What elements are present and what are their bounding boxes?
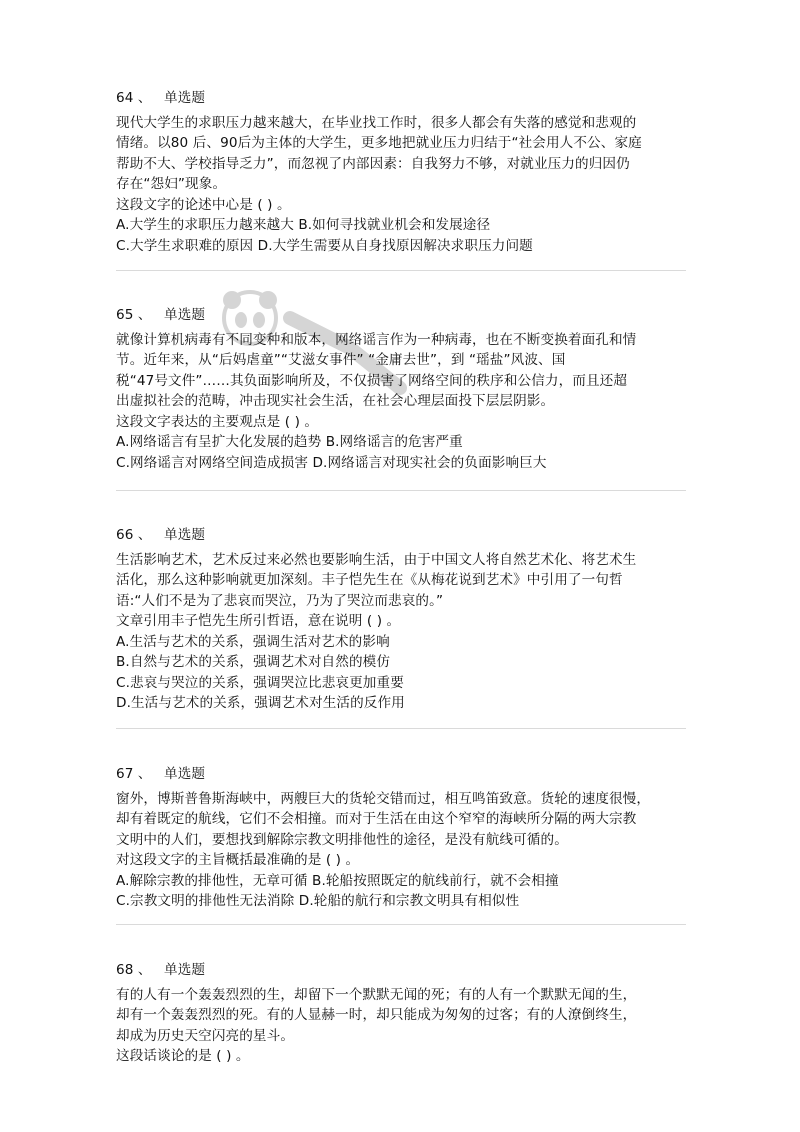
question-68 (116, 960, 688, 1067)
question-text-line: 却有着既定的航线，它们不会相撞。而对于生活在由这个窄窄的海峡所分隔的两大宗教 (116, 811, 637, 827)
question-options-line: A.网络谣言有呈扩大化发展的趋势 B.网络谣言的危害严重 (116, 434, 463, 450)
question-divider (116, 490, 686, 491)
question-options-line: C.宗教文明的排他性无法消除 D.轮船的航行和宗教文明具有相似性 (116, 893, 520, 909)
question-number: 64 、 (116, 90, 152, 106)
question-options-line: C.大学生求职难的原因 D.大学生需要从自身找原因解决求职压力问题 (116, 237, 533, 254)
question-option: C.悲哀与哭泣的关系，强调哭泣比悲哀更加重要 (116, 674, 404, 691)
question-type: 单选题 (164, 962, 206, 978)
question-type: 单选题 (164, 90, 206, 106)
question-type: 单选题 (164, 766, 206, 782)
question-text-line: 有的人有一个轰轰烈烈的生，却留下一个默默无闻的死；有的人有一个默默无闻的生， (116, 986, 637, 1003)
question-option: D.生活与艺术的关系，强调艺术对生活的反作用 (116, 695, 405, 711)
question-options-line: A.解除宗教的排他性，无章可循 B.轮船按照既定的航线前行，就不会相撞 (116, 872, 559, 889)
question-options-line: A.大学生的求职压力越来越大 B.如何寻找就业机会和发展途径 (116, 217, 491, 233)
question-64 (116, 88, 688, 256)
question-divider (116, 924, 686, 925)
question-prompt: 文章引用丰子恺先生所引哲语，意在说明 ( ) 。 (116, 613, 401, 629)
question-header (116, 960, 688, 981)
question-text-line: 却有一个轰轰烈烈的死。有的人显赫一时，却只能成为匆匆的过客；有的人潦倒终生， (116, 1007, 637, 1023)
question-header (116, 305, 688, 326)
question-text-line: 却成为历史天空闪亮的星斗。 (116, 1027, 295, 1044)
question-text-line: 窗外，博斯普鲁斯海峡中，两艘巨大的货轮交错而过，相互鸣笛致意。货轮的速度很慢， (116, 790, 651, 807)
question-prompt: 这段文字的论述中心是 ( ) 。 (116, 196, 291, 213)
question-header (116, 525, 688, 546)
question-65 (116, 305, 688, 473)
question-option: A.生活与艺术的关系，强调生活对艺术的影响 (116, 633, 390, 650)
question-67 (116, 764, 688, 912)
question-text-line: 出虚拟社会的范畴，冲击现实社会生活，在社会心理层面投下层层阴影。 (116, 393, 555, 409)
question-text-line: 活化，那么这种影响就更加深刻。丰子恺先生在《从梅花说到艺术》中引用了一句哲 (116, 572, 623, 588)
question-text-line: 情绪。以80 后、90后为主体的大学生，更多地把就业压力归结于“社会用人不公、家庭 (116, 135, 642, 151)
question-options-line: C.网络谣言对网络空间造成损害 D.网络谣言对现实社会的负面影响巨大 (116, 454, 547, 471)
question-divider (116, 728, 686, 729)
question-type: 单选题 (164, 307, 206, 323)
question-type: 单选题 (164, 527, 206, 543)
question-prompt: 这段话谈论的是 ( ) 。 (116, 1048, 250, 1064)
question-text-line: 就像计算机病毒有不同变种和版本，网络谣言作为一种病毒，也在不断变换着面孔和情 (116, 331, 637, 348)
question-option: B.自然与艺术的关系，强调艺术对自然的模仿 (116, 654, 391, 670)
question-number: 68 、 (116, 962, 152, 978)
question-text-line: 现代大学生的求职压力越来越大，在毕业找工作时，很多人都会有失落的感觉和悲观的 (116, 114, 637, 131)
question-header (116, 764, 688, 785)
question-number: 65 、 (116, 307, 152, 323)
question-prompt: 这段文字表达的主要观点是 ( ) 。 (116, 413, 319, 430)
question-text-line: 节。近年来，从“后妈虐童”“艾滋女事件” “金庸去世”，到 “瑶盐”风波、国 (116, 352, 566, 368)
question-divider (116, 270, 686, 271)
question-text-line: 存在“怨妇”现象。 (116, 176, 227, 192)
question-text-line: 生活影响艺术，艺术反过来必然也要影响生活，由于中国文人将自然艺术化、将艺术生 (116, 551, 637, 568)
question-number: 66 、 (116, 527, 152, 543)
question-text-line: 税“47号文件”……其负面影响所及，不仅损害了网络空间的秩序和公信力，而且还超 (116, 372, 628, 389)
question-66 (116, 525, 688, 714)
question-text-line: 语:“人们不是为了悲哀而哭泣，乃为了哭泣而悲哀的。” (116, 592, 444, 609)
question-text-line: 文明中的人们，要想找到解除宗教文明排他性的途径，是没有航线可循的。 (116, 831, 568, 848)
question-text-line: 帮助不大、学校指导乏力”，而忽视了内部因素：自我努力不够，对就业压力的归因仍 (116, 155, 630, 172)
question-prompt: 对这段文字的主旨概括最准确的是 ( ) 。 (116, 852, 360, 868)
question-header (116, 88, 688, 109)
question-number: 67 、 (116, 766, 152, 782)
